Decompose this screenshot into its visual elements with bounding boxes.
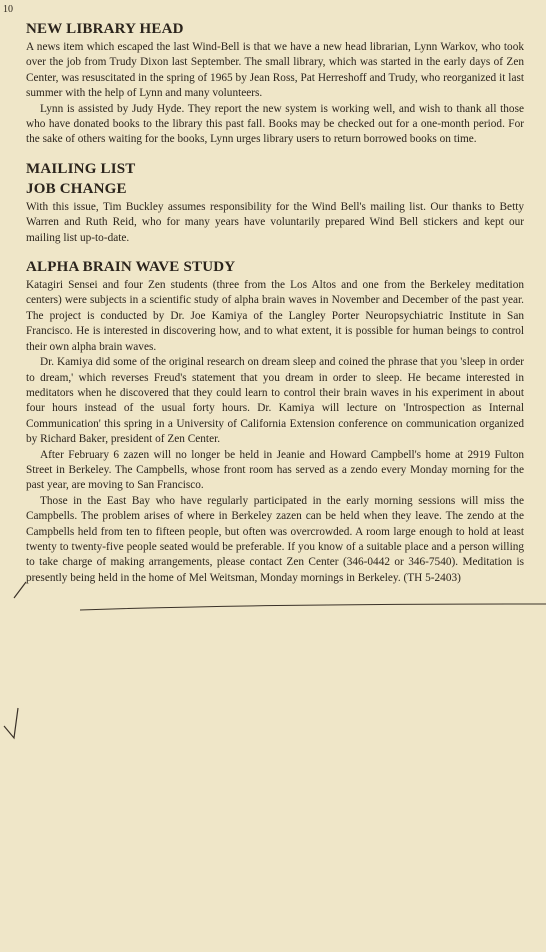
paragraph: Dr. Kamiya did some of the original research on dream sleep and coined the phrase that you 'sleep in order to dream,' which reverses Freud's statement that you dream in order to sleep. He became interested in meditators when he discovered that they could learn to control their brain waves in his experiment in about four hours instead of the usual forty hours. Dr. Kamiya will lecture on 'Introspection as Internal Communication' this spring in a University of California Extension conference on communication organized by Richard Baker, president of Zen Center. — [26, 356, 524, 446]
paragraph: Katagiri Sensei and four Zen students (three from the Los Altos and one from the Berkeley meditation centers) were subjects in a scientific study of alpha brain waves in November and December of the past year. The project is conducted by Dr. Joe Kamiya of the Langley Porter Neuropsychiatric Institute in San Francisco. He is interested in discovering how, and to what extent, it is possible for human beings to control their own alpha brain waves. — [26, 279, 524, 353]
section-job-change — [26, 180, 524, 246]
section-new-library-head — [26, 20, 524, 148]
paragraph: Lynn is assisted by Judy Hyde. They report the new system is working well, and wish to thank all those who have donated books to the library this past fall. Books may be checked out for a one-month period. For the sake of others waiting for the books, Lynn urges library users to return borrowed books on time. — [26, 102, 524, 146]
section-heading: ALPHA BRAIN WAVE STUDY — [26, 259, 236, 276]
paragraph: After February 6 zazen will no longer be held in Jeanie and Howard Campbell's home at 2919 Fulton Street in Berkeley. The Campbells, whose front room has served as a zendo every Monday morning for the past year, are moving to San Francisco. — [26, 448, 524, 492]
paragraph: With this issue, Tim Buckley assumes responsibility for the Wind Bell's mailing list. Our thanks to Betty Warren and Ruth Reid, who for many years have voluntarily prepared Wind Bell stickers and kept our mailing list up-to-date. — [26, 200, 524, 244]
section-alpha-brain-wave-study — [26, 258, 524, 586]
paragraph: A news item which escaped the last Wind-Bell is that we have a new head librarian, Lynn Warkov, who took over the job from Trudy Dixon last September. The small library, which was started in the early days of Zen Center, was resuscitated in the spring of 1965 by Jean Ross, Pat Herreshoff and Trudy, who reorganized it last summer with the help of Lynn and many volunteers. — [26, 41, 524, 100]
paragraph: Those in the East Bay who have regularly participated in the early morning sessions will miss the Campbells. The problem arises of where in Berkeley zazen can be held when they leave. The zendo at the Campbells held from ten to fifteen people, but often was overcrowded. A room large enough to hold at least twenty to twenty-five people seated would be preferable. If you know of a suitable place and a person willing to take charge of making arrangements, please contact Zen Center (346-0442 or 346-7540). Meditation is presently being held in the home of Mel Weitsman, Monday mornings in Berkeley. (TH 5-2403) — [26, 494, 524, 584]
pen-strike-line — [80, 604, 546, 610]
section-heading: JOB CHANGE — [26, 180, 127, 197]
article-column — [26, 20, 524, 586]
pen-bracket-mark — [14, 582, 26, 598]
section-heading: NEW LIBRARY HEAD — [26, 21, 184, 37]
section-heading: MAILING LIST — [26, 160, 136, 177]
section-mailing-list — [26, 160, 524, 178]
page-number: 10 — [3, 4, 13, 15]
pen-tick-mark — [4, 708, 18, 738]
